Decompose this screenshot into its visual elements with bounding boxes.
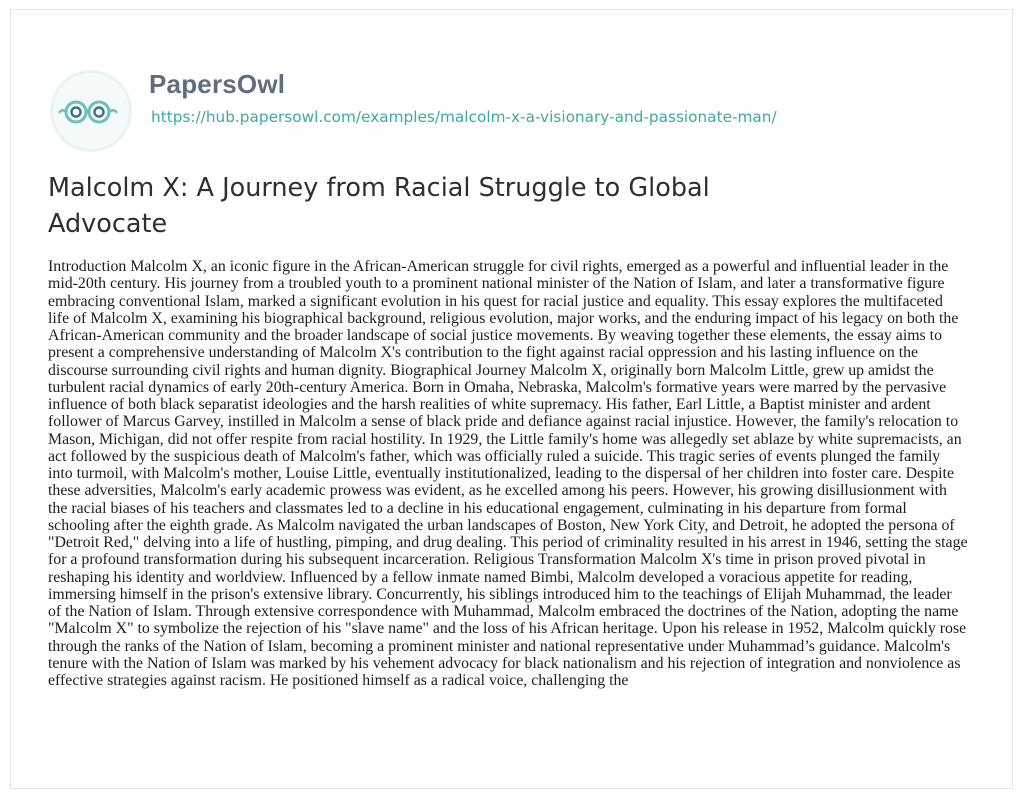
page-title: Malcolm X: A Journey from Racial Struggle to Global Advocate <box>48 173 710 239</box>
essay-body-text: Introduction Malcolm X, an iconic figure in the African-American struggle for civil rights, emerged as a powerful and influential leader in the mid-20th century. His journey from a troubled youth to a prominent national minister of the Nation of Islam, and later a transformative figure embracing conventional Islam, marked a significant evolution in his quest for racial justice and equality. This essay explores the multifaceted life of Malcolm X, examining his biographical background, religious evolution, major works, and the enduring impact of his legacy on both the African-American community and the broader landscape of social justice movements. By weaving together these elements, the essay aims to present a comprehensive understanding of Malcolm X's contribution to the fight against racial oppression and his lasting influence on the discourse surrounding civil rights and human dignity. Biographical Journey Malcolm X, originally born Malcolm Little, grew up amidst the turbulent racial dynamics of early 20th-century America. Born in Omaha, Nebraska, Malcolm's formative years were marred by the pervasive influence of both black separatist ideologies and the harsh realities of white supremacy. His father, Earl Little, a Baptist minister and ardent follower of Marcus Garvey, instilled in Malcolm a sense of black pride and defiance against racial injustice. However, the family's relocation to Mason, Michigan, did not offer respite from racial hostility. In 1929, the Little family's home was allegedly set ablaze by white supremacists, an act followed by the suspicious death of Malcolm's father, which was officially ruled a suicide. This tragic series of events plunged the family into turmoil, with Malcolm's mother, Louise Little, eventually institutionalized, leading to the dispersal of her children into foster care. Despite these adversities, Malcolm's early academic prowess was evident, as he excelled among his peers. However, his growing disillusionment with the racial biases of his teachers and classmates led to a decline in his educational engagement, culminating in his departure from formal schooling after the eighth grade. As Malcolm navigated the urban landscapes of Boston, New York City, and Detroit, he adopted the persona of "Detroit Red," delving into a life of hustling, pimping, and drug dealing. This period of criminality resulted in his arrest in 1946, setting the stage for a profound transformation during his subsequent incarceration. Religious Transformation Malcolm X's time in prison proved pivotal in reshaping his identity and worldview. Influenced by a fellow inmate named Bimbi, Malcolm developed a voracious appetite for reading, immersing himself in the prison's extensive library. Concurrently, his siblings introduced him to the teachings of Elijah Muhammad, the leader of the Nation of Islam. Through extensive correspondence with Muhammad, Malcolm embraced the doctrines of the Nation, adopting the name "Malcolm X" to symbolize the rejection of his "slave name" and the loss of his African heritage. Upon his release in 1952, Malcolm quickly rose through the ranks of the Nation of Islam, becoming a prominent minister and national representative under Muhammad’s guidance. Malcolm's tenure with the Nation of Islam was marked by his vehement advocacy for black nationalism and his rejection of integration and nonviolence as effective strategies against racism. He positioned himself as a radical voice, challenging the <box>48 258 968 689</box>
owl-eyes-icon <box>48 68 134 154</box>
source-url-link[interactable]: https://hub.papersowl.com/examples/malcolm-x-a-visionary-and-passionate-man/ <box>151 108 777 126</box>
brand-name[interactable]: PapersOwl <box>149 69 286 99</box>
